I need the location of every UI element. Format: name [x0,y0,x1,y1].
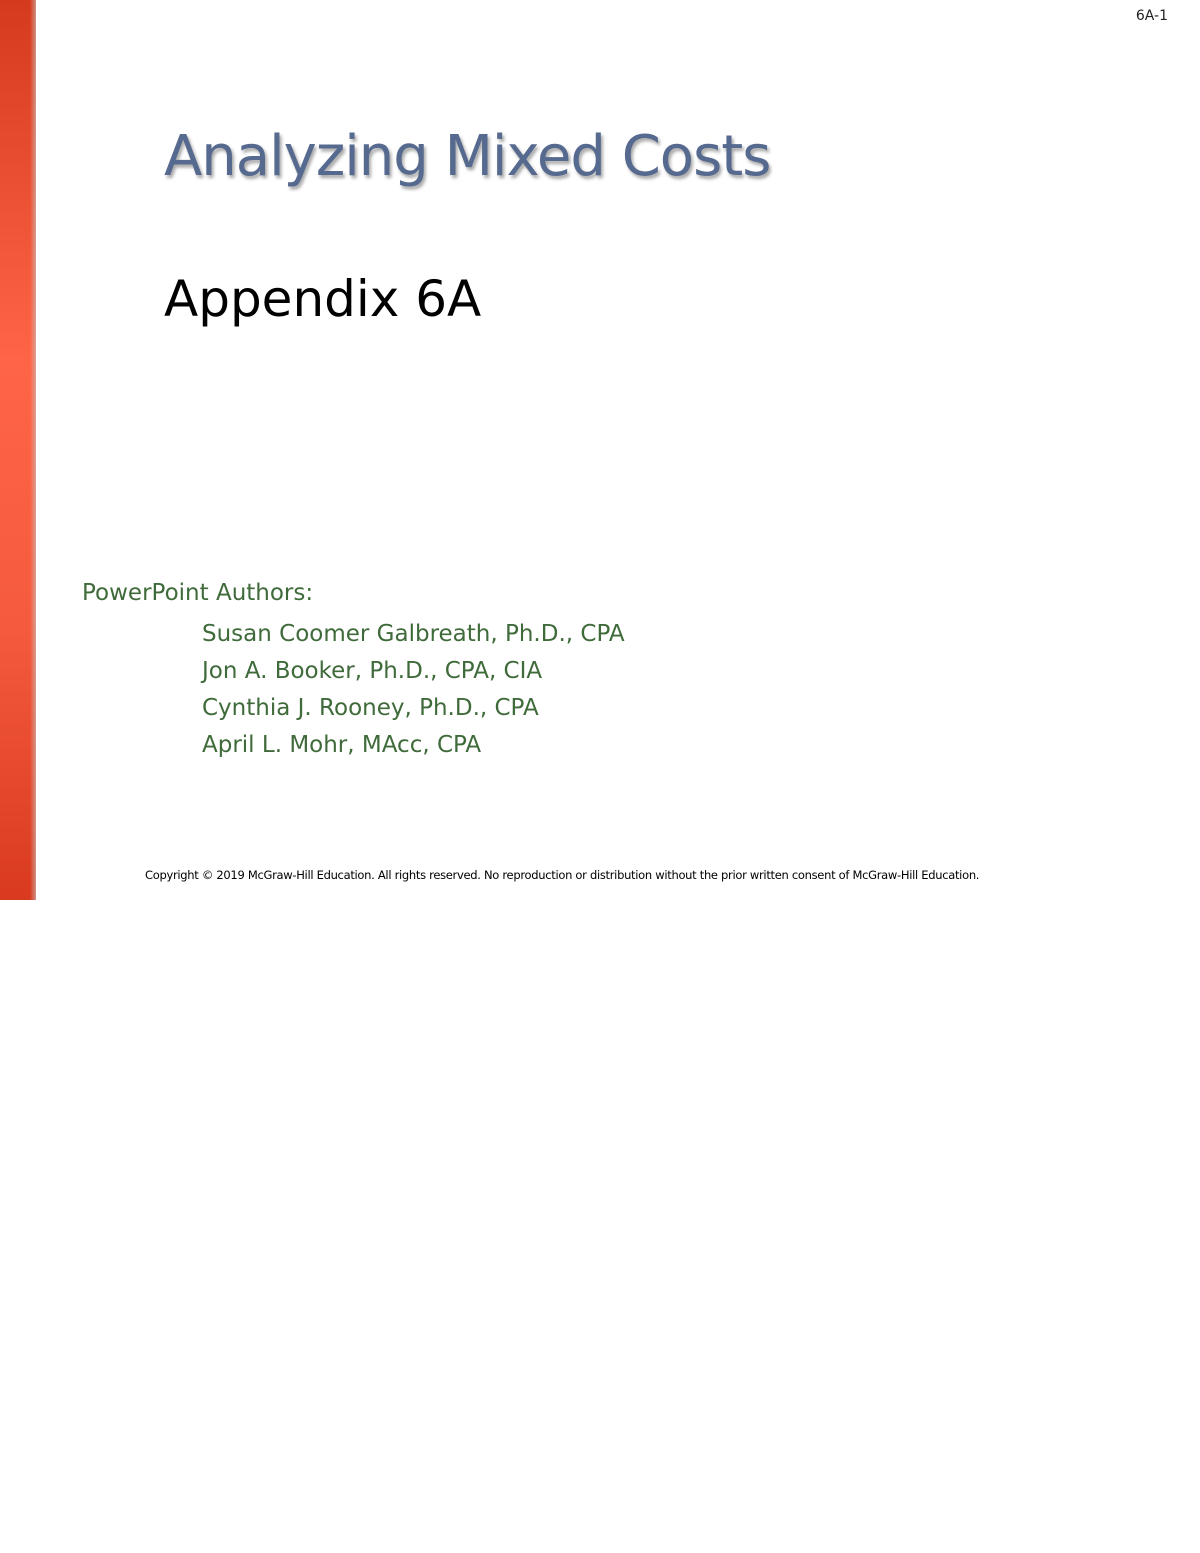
authors-list [202,616,625,764]
authors-heading: PowerPoint Authors: [82,580,314,606]
author-item: Susan Coomer Galbreath, Ph.D., CPA [202,621,625,647]
copyright-notice: Copyright © 2019 McGraw-Hill Education. All rights reserved. No reproduction or distribution without the prior written consent of McGraw-Hill Education. [145,868,980,882]
slide-subtitle: Appendix 6A [164,270,482,328]
author-item: Cynthia J. Rooney, Ph.D., CPA [202,695,539,721]
author-item: April L. Mohr, MAcc, CPA [202,732,482,758]
page-number: 6A-1 [1135,8,1168,24]
accent-side-bar [0,0,36,900]
slide-title: Analyzing Mixed Costs [164,124,771,189]
author-item: Jon A. Booker, Ph.D., CPA, CIA [202,658,543,684]
